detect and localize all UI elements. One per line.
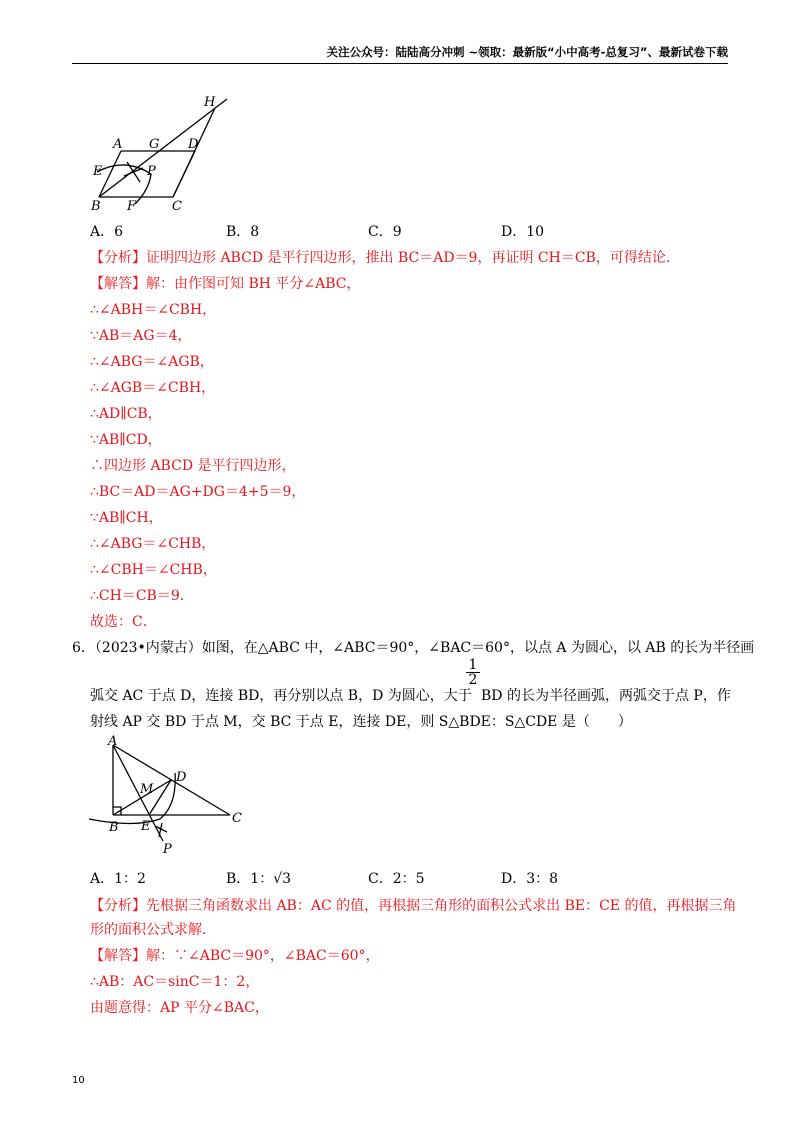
q6-option-d: D．3：8 [501, 871, 559, 887]
q5-analysis-line: ∴∠CBH＝∠CHB， [90, 562, 217, 578]
figure-triangle [85, 733, 255, 858]
q5-analysis-line: 【解答】解：由作图可知 BH 平分∠ABC， [90, 276, 361, 292]
q6-analysis-line: 由题意得：AP 平分∠BAC， [90, 1000, 269, 1016]
q5-analysis-line: 【分析】证明四边形 ABCD 是平行四边形，推出 BC＝AD＝9，再证明 CH＝CB，可得结论． [90, 250, 680, 266]
label-p: P [163, 842, 172, 857]
q6-stem-line3: 射线 AP 交 BD 于点 M，交 BC 于点 E，连接 DE，则 S△BDE：S△CDE 是（ ） [90, 714, 632, 730]
label-b: B [109, 820, 119, 835]
q6-analysis-line: 【解答】解：∵∠ABC＝90°，∠BAC＝60°， [90, 948, 380, 964]
q5-analysis-line: ∴∠ABG＝∠AGB， [90, 354, 214, 370]
q5-analysis-line: ∵AB＝AG＝4， [90, 328, 192, 344]
label-d: D [188, 137, 199, 152]
q5-analysis-line: ∴∠ABH＝∠CBH， [90, 302, 217, 318]
q6-option-b: B．1：√3 [226, 871, 292, 887]
label-g: G [149, 137, 160, 152]
q6-option-a: A．1：2 [90, 871, 146, 887]
label-f: F [127, 199, 137, 214]
q5-analysis-line: ∴CH＝CB＝9． [90, 588, 194, 604]
q5-option-b: B．8 [226, 224, 260, 240]
q5-analysis-line: ∵AB∥CH， [90, 510, 163, 526]
label-h: H [204, 95, 216, 110]
q6-analysis-line: ∴AB：AC＝sinC＝1：2， [90, 974, 260, 990]
label-b: B [91, 199, 101, 214]
page-number: 10 [72, 1075, 85, 1086]
q5-analysis-line: ∴AD∥CB， [90, 406, 162, 422]
label-c: C [232, 811, 242, 826]
fraction-denominator: 2 [468, 672, 478, 688]
label-c: C [172, 199, 182, 214]
q6-stem-line2a: 弧交 AC 于点 D，连接 BD，再分别以点 B，D 为圆心，大于 [90, 688, 472, 704]
page-header: 关注公众号：陆陆高分冲刺 ~领取：最新版“小中高考-总复习”、最新试卷下载 [326, 45, 728, 59]
q6-analysis-line: 形的面积公式求解． [90, 922, 216, 938]
q5-analysis-line: ∴∠AGB＝∠CBH， [90, 380, 216, 396]
q6-analysis-line: 【分析】先根据三角函数求出 AB：AC 的值，再根据三角形的面积公式求出 BE：CE 的值，再根据三角 [90, 898, 737, 914]
label-m: M [140, 782, 154, 797]
q5-analysis-line: ∵AB∥CD， [90, 432, 162, 448]
q6-option-c: C．2：5 [368, 871, 425, 887]
q6-stem-line1: 6．（2023•内蒙古）如图，在△ABC 中，∠ABC＝90°，∠BAC＝60°，以点 A 为圆心，以 AB 的长为半径画 [72, 640, 755, 656]
q5-option-a: A．6 [90, 224, 124, 240]
figure-parallelogram [85, 92, 245, 217]
q5-analysis-line: ∴∠ABG＝∠CHB， [90, 536, 216, 552]
q5-analysis-line: ∴四边形 ABCD 是平行四边形， [90, 458, 296, 474]
label-p: P [147, 164, 156, 179]
q6-fraction-half [466, 658, 480, 687]
label-e: E [141, 819, 151, 834]
q5-analysis-line: ∴BC＝AD＝AG+DG＝4+5＝9， [90, 484, 306, 500]
q6-stem-line2b: BD 的长为半径画弧，两弧交于点 P，作 [481, 688, 731, 704]
q5-option-c: C．9 [368, 224, 402, 240]
q5-answer: 故选：C． [90, 614, 157, 630]
fraction-numerator: 1 [468, 657, 478, 673]
label-a: A [108, 734, 118, 749]
q5-option-d: D．10 [501, 224, 545, 240]
label-a: A [113, 137, 123, 152]
header-divider [72, 63, 728, 64]
label-e: E [93, 164, 103, 179]
label-d: D [176, 770, 187, 785]
